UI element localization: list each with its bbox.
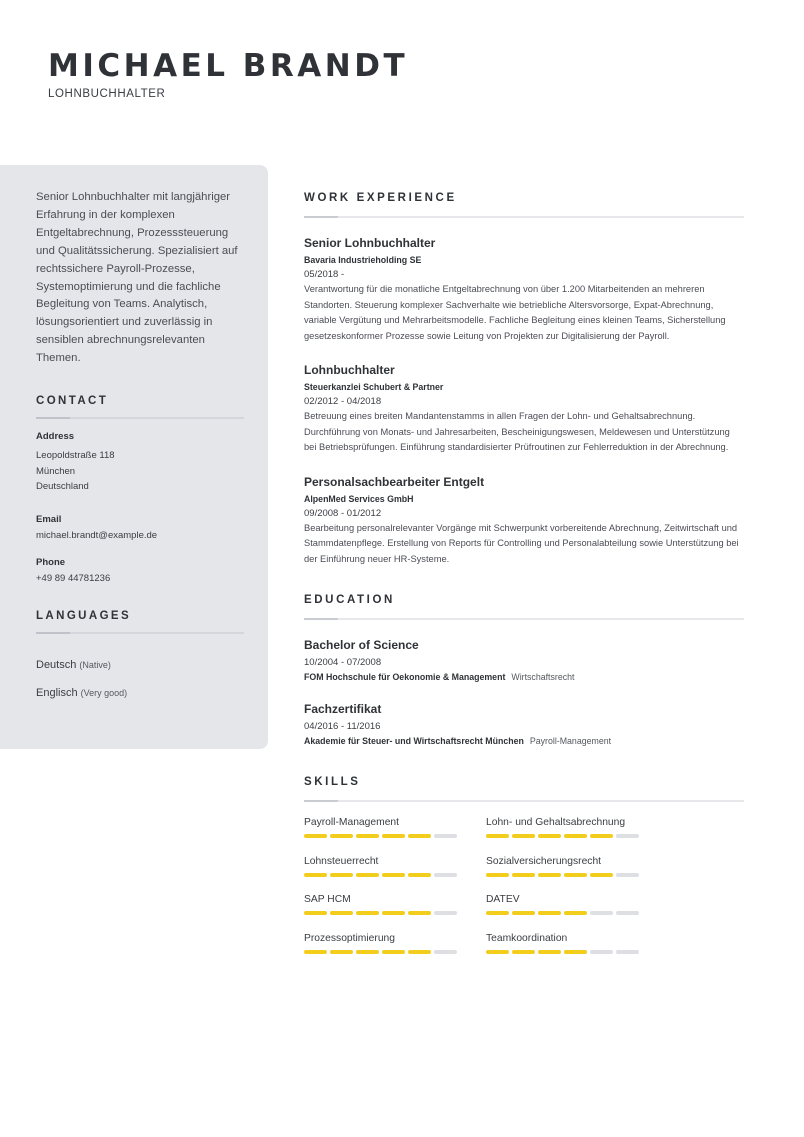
skill-level-segment-filled: [486, 873, 509, 877]
job-title: Lohnbuchhalter: [304, 363, 395, 377]
skill-level-segment-empty: [616, 911, 639, 915]
work-experience-section: [304, 192, 744, 567]
field-of-study: Payroll-Management: [529, 736, 612, 746]
skill-level-segment-filled: [382, 911, 405, 915]
education-heading: EDUCATION: [304, 594, 395, 606]
education-institution-line: [304, 735, 744, 748]
skill-level-segment-filled: [590, 873, 613, 877]
skill-level-segment-filled: [564, 834, 587, 838]
language-level: (Native): [79, 660, 111, 670]
work-experience-heading: WORK EXPERIENCE: [304, 192, 457, 204]
education-section: [304, 594, 744, 748]
skill-item: [304, 816, 464, 838]
skill-level-segment-filled: [304, 950, 327, 954]
contact-divider: [36, 417, 244, 419]
job-entry: [304, 474, 744, 568]
skill-level-segment-filled: [538, 950, 561, 954]
job-title: Personalsachbearbeiter Entgelt: [304, 474, 485, 489]
address-line: München: [36, 465, 76, 477]
skill-level-segment-filled: [486, 911, 509, 915]
job-dates: 02/2012 - 04/2018: [304, 396, 382, 407]
education-dates: 10/2004 - 07/2008: [304, 657, 382, 668]
address-line: Deutschland: [36, 481, 89, 492]
skill-level-segment-empty: [590, 911, 613, 915]
job-company: Bavaria Industrieholding SE: [304, 255, 422, 265]
address-label: Address: [36, 431, 75, 442]
skill-name: DATEV: [486, 894, 520, 905]
field-of-study: Wirtschaftsrecht: [511, 672, 575, 682]
skill-name: Lohn- und Gehaltsabrechnung: [486, 817, 626, 828]
skill-level-bar: [486, 834, 646, 838]
language-item: [36, 659, 244, 671]
institution-name: FOM Hochschule für Oekonomie & Management: [304, 672, 506, 682]
education-entry: [304, 637, 744, 684]
job-company: Steuerkanzlei Schubert & Partner: [304, 382, 444, 392]
contact-section: [36, 395, 244, 587]
skill-level-segment-filled: [356, 834, 379, 838]
main-column: [304, 192, 744, 986]
education-entry: [304, 701, 744, 748]
skills-heading: SKILLS: [304, 776, 361, 788]
candidate-role: LOHNBUCHHALTER: [48, 88, 166, 100]
skill-level-segment-empty: [434, 873, 457, 877]
skill-level-segment-filled: [382, 873, 405, 877]
skill-level-bar: [486, 911, 646, 915]
degree-title: Bachelor of Science: [304, 638, 419, 652]
skill-level-segment-filled: [356, 873, 379, 877]
skill-level-segment-filled: [382, 950, 405, 954]
skill-level-bar: [486, 950, 646, 954]
skill-item: [486, 816, 646, 838]
skill-name: Payroll-Management: [304, 817, 400, 828]
skill-level-segment-filled: [408, 834, 431, 838]
job-description: Betreuung eines breiten Mandantenstamms in allen Fragen der Lohn- und Gehaltsabrechnung. Durchführung von Monats- und Jahresarbeiten, Bescheinigungswesen, Meldewesen und Unterstützung bei Betriebsprüfungen. Einführung standardisierter Prüfroutinen zur Fehlerreduktion in der Abrechnung.: [304, 411, 730, 452]
education-institution-line: [304, 671, 744, 684]
skill-level-bar: [304, 911, 464, 915]
skill-level-segment-filled: [512, 873, 535, 877]
email-value[interactable]: michael.brandt@example.de: [36, 529, 158, 541]
skill-level-segment-filled: [304, 873, 327, 877]
skill-level-bar: [486, 873, 646, 877]
skill-level-segment-empty: [434, 950, 457, 954]
skill-level-segment-filled: [538, 911, 561, 915]
skill-level-segment-filled: [590, 834, 613, 838]
skill-level-segment-filled: [486, 950, 509, 954]
skill-level-segment-filled: [408, 950, 431, 954]
skill-level-segment-filled: [304, 911, 327, 915]
skill-level-segment-filled: [330, 834, 353, 838]
job-dates: 09/2008 - 01/2012: [304, 507, 382, 519]
language-level: (Very good): [80, 688, 128, 698]
skill-item: [486, 855, 646, 877]
skill-level-segment-filled: [538, 834, 561, 838]
skill-level-segment-filled: [512, 950, 535, 954]
sidebar: [0, 165, 268, 749]
skill-level-segment-filled: [304, 834, 327, 838]
contact-heading: CONTACT: [36, 395, 109, 407]
job-entry: [304, 235, 744, 344]
languages-divider: [36, 632, 244, 634]
education-dates: 04/2016 - 11/2016: [304, 721, 381, 732]
skill-level-segment-empty: [434, 834, 457, 838]
skill-level-segment-filled: [408, 873, 431, 877]
skill-level-bar: [304, 950, 464, 954]
languages-heading: LANGUAGES: [36, 610, 132, 622]
skill-level-segment-filled: [330, 950, 353, 954]
skill-level-segment-filled: [564, 873, 587, 877]
skill-item: [486, 932, 646, 954]
languages-section: [36, 610, 244, 699]
skill-level-segment-filled: [356, 911, 379, 915]
skills-section: [304, 776, 744, 986]
address-line: Leopoldstraße 118: [36, 450, 115, 461]
skill-level-segment-empty: [616, 950, 639, 954]
skill-item: [304, 855, 464, 877]
language-name: Englisch: [36, 687, 78, 699]
skill-name: SAP HCM: [304, 894, 351, 905]
skills-divider: [304, 800, 744, 802]
skill-level-segment-filled: [330, 873, 353, 877]
job-dates: 05/2018 -: [304, 269, 345, 280]
email-label: Email: [36, 513, 62, 525]
skill-item: [304, 893, 464, 915]
skill-level-segment-filled: [486, 834, 509, 838]
skill-name: Sozialversicherungsrecht: [486, 856, 602, 867]
work-divider: [304, 216, 744, 218]
skill-level-segment-filled: [382, 834, 405, 838]
degree-title: Fachzertifikat: [304, 702, 382, 716]
skill-level-segment-empty: [590, 950, 613, 954]
skill-level-segment-filled: [512, 911, 535, 915]
language-name: Deutsch: [36, 659, 77, 671]
skill-level-segment-filled: [538, 873, 561, 877]
job-company: AlpenMed Services GmbH: [304, 493, 414, 504]
profile-summary: Senior Lohnbuchhalter mit langjähriger Erfahrung in der komplexen Entgeltabrechnung, Prozesssteuerung und Qualitätssicherung. Spezialisiert auf rechtssichere Payroll-Prozesse, Systemoptimierung und die fachliche Begleitung von Teams. Analytisch, lösungsorientiert und zuverlässig in sensiblen abrechnungsrelevanten Themen.: [36, 191, 238, 365]
skill-level-segment-filled: [564, 911, 587, 915]
job-title: Senior Lohnbuchhalter: [304, 236, 436, 250]
resume-header: [48, 48, 408, 100]
skill-level-segment-filled: [356, 950, 379, 954]
skill-name: Lohnsteuerrecht: [304, 856, 379, 867]
skill-item: [304, 932, 464, 954]
candidate-name: MICHAEL BRANDT: [48, 48, 409, 84]
skills-grid: [304, 816, 744, 986]
skill-level-segment-filled: [408, 911, 431, 915]
phone-label: Phone: [36, 557, 66, 568]
skill-level-bar: [304, 873, 464, 877]
education-divider: [304, 618, 744, 620]
job-entry: [304, 362, 744, 456]
address-block: [36, 448, 244, 495]
job-description: Bearbeitung personalrelevanter Vorgänge mit Schwerpunkt vorbereitende Abrechnung, Zeitwirtschaft und Stammdatenpflege. Erstellung von Reports für Controlling und Personalabteilung sowie Unterstützung bei der Einführung neuer HR-Systeme.: [304, 522, 739, 564]
skill-level-segment-empty: [616, 834, 639, 838]
skill-level-segment-filled: [512, 834, 535, 838]
institution-name: Akademie für Steuer- und Wirtschaftsrecht München: [304, 736, 524, 746]
language-item: [36, 687, 244, 699]
job-description: Verantwortung für die monatliche Entgeltabrechnung von über 1.200 Mitarbeitenden an mehreren Standorten. Steuerung komplexer Sachverhalte wie betriebliche Altersvorsorge, Expat-Abrechnung, variable Vergütung und Mehrarbeitsmodelle. Fachliche Begleitung eines kleinen Teams, Sicherstellung gesetzeskonformer Prozesse sowie Leitung von Projekten zur Digitalisierung der Payroll.: [304, 284, 726, 341]
skill-level-segment-filled: [330, 911, 353, 915]
skill-name: Teamkoordination: [486, 933, 568, 944]
skill-name: Prozessoptimierung: [304, 933, 395, 944]
skill-level-bar: [304, 834, 464, 838]
skill-level-segment-empty: [616, 873, 639, 877]
skill-level-segment-empty: [434, 911, 457, 915]
skill-level-segment-filled: [564, 950, 587, 954]
phone-value[interactable]: +49 89 44781236: [36, 573, 111, 584]
skill-item: [486, 893, 646, 915]
